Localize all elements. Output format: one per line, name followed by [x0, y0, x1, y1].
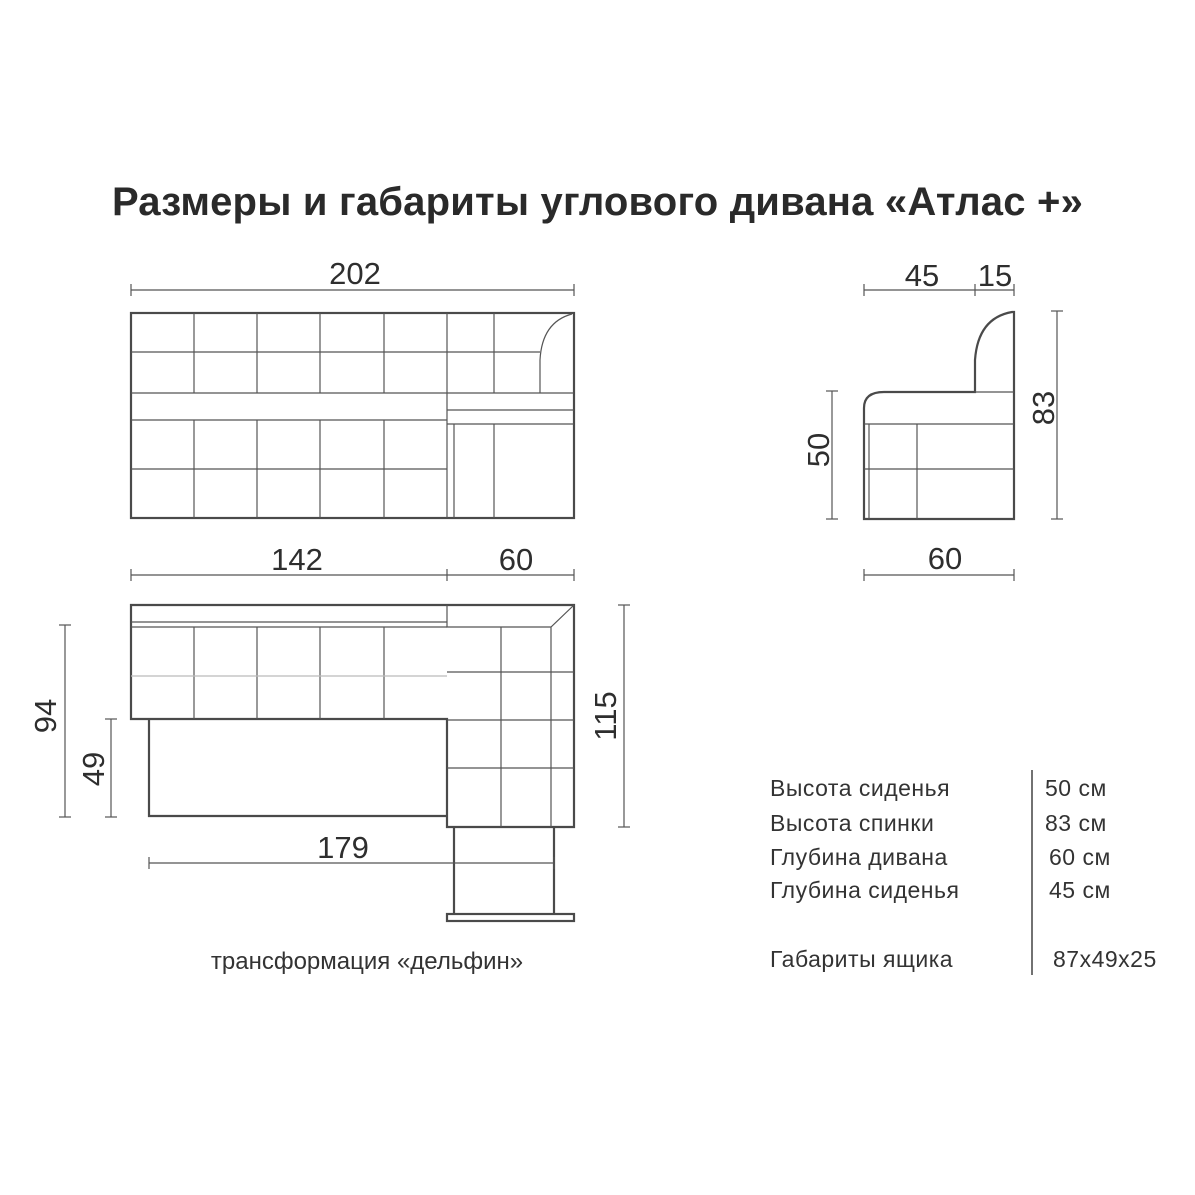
top-left-grid: [131, 627, 447, 719]
dim-label-15: 15: [977, 258, 1013, 293]
spec-value: 87x49x25: [1053, 946, 1157, 972]
spec-label: Глубина дивана: [770, 844, 948, 870]
dim-label-45: 45: [904, 258, 940, 293]
spec-value: 83 см: [1045, 810, 1107, 836]
dim-label-115: 115: [588, 691, 623, 741]
top-corner-back: [447, 605, 574, 827]
dim-label-94: 94: [28, 698, 63, 734]
spec-label: Глубина сиденья: [770, 877, 960, 903]
side-outline: [864, 312, 1014, 519]
front-corner-seat: [447, 393, 574, 518]
dim-label-49: 49: [76, 751, 111, 787]
spec-label: Высота сиденья: [770, 775, 951, 801]
front-corner-back-curve: [540, 314, 572, 393]
top-view: [28, 542, 630, 975]
spec-label: Габариты ящика: [770, 946, 954, 972]
spec-value: 45 см: [1049, 877, 1111, 903]
diagram-title: Размеры и габариты углового дивана «Атлас +»: [111, 180, 1084, 224]
top-outline: [131, 605, 574, 827]
front-lower-grid: [131, 420, 494, 518]
extension-base: [447, 914, 574, 921]
top-right-grid: [447, 627, 574, 827]
dim-label-83: 83: [1026, 390, 1061, 426]
dim-label-60-depth: 60: [927, 541, 963, 576]
dim-label-179: 179: [317, 830, 369, 865]
extension-rails: [454, 827, 554, 914]
spec-value: 50 см: [1045, 775, 1107, 801]
spec-value: 60 см: [1049, 844, 1111, 870]
front-outline: [131, 313, 574, 518]
dolphin-box: [149, 719, 447, 816]
side-view: [801, 258, 1063, 581]
dim-label-60: 60: [498, 542, 534, 577]
specs-table: [770, 770, 1157, 975]
transformation-caption: трансформация «дельфин»: [210, 948, 524, 975]
dim-label-142: 142: [271, 542, 323, 577]
dim-label-50: 50: [801, 432, 836, 468]
spec-label: Высота спинки: [770, 810, 935, 836]
dim-label-width-202: 202: [329, 256, 381, 291]
front-view: [131, 256, 574, 518]
front-back-grid: [131, 313, 574, 393]
